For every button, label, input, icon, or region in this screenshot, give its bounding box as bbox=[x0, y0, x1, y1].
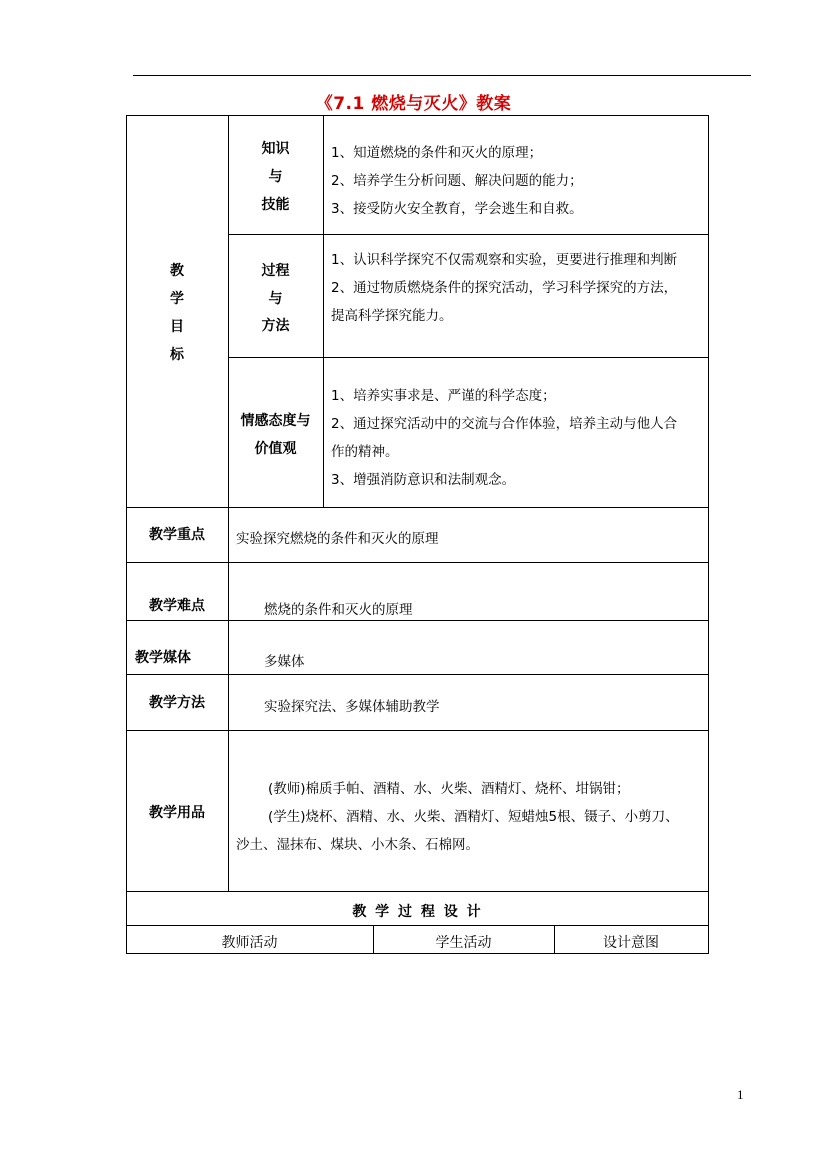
row-sep-design bbox=[126, 891, 709, 892]
table-border-right bbox=[708, 115, 709, 954]
label-column-divider bbox=[228, 115, 229, 891]
emotion-label-line: 价值观 bbox=[254, 441, 297, 457]
objectives-row-sep-1 bbox=[228, 234, 709, 235]
row-sep-columns bbox=[126, 925, 709, 926]
method-value: 实验探究法、多媒体辅助教学 bbox=[264, 699, 440, 715]
page-number: 1 bbox=[737, 1087, 744, 1102]
objectives-label-char: 标 bbox=[170, 347, 184, 363]
emotion-label-line: 情感态度与 bbox=[240, 413, 311, 429]
objectives-row-sep-2 bbox=[228, 357, 709, 358]
media-value: 多媒体 bbox=[264, 654, 305, 670]
knowledge-label-line: 知识 bbox=[261, 141, 290, 157]
row-sep-difficulty bbox=[126, 562, 709, 563]
supplies-label: 教学用品 bbox=[149, 805, 205, 821]
key-point-label: 教学重点 bbox=[149, 527, 205, 543]
process-label-line: 与 bbox=[268, 291, 283, 307]
media-label: 教学媒体 bbox=[135, 650, 191, 666]
objectives-label-char: 目 bbox=[170, 319, 184, 335]
column-header-student: 学生活动 bbox=[435, 935, 492, 951]
emotion-item: 2、通过探究活动中的交流与合作体验，培养主动与他人合 bbox=[331, 416, 678, 432]
process-item: 2、通过物质燃烧条件的探究活动，学习科学探究的方法， bbox=[331, 280, 678, 296]
process-design-heading: 教 学 过 程 设 计 bbox=[352, 904, 483, 920]
emotion-item: 作的精神。 bbox=[331, 444, 399, 460]
process-label-line: 方法 bbox=[261, 318, 290, 334]
row-sep-media bbox=[126, 620, 709, 621]
knowledge-item: 2、培养学生分析问题、解决问题的能力； bbox=[331, 173, 583, 189]
process-label-line: 过程 bbox=[261, 263, 290, 279]
key-point-value: 实验探究燃烧的条件和灭火的原理 bbox=[236, 531, 439, 547]
supplies-line: 沙土、湿抹布、煤块、小木条、石棉网。 bbox=[236, 837, 479, 853]
document-title: 《7.1 燃烧与灭火》教案 bbox=[315, 94, 512, 114]
knowledge-item: 3、接受防火安全教育，学会逃生和自救。 bbox=[331, 201, 583, 217]
method-label: 教学方法 bbox=[149, 695, 205, 711]
knowledge-item: 1、知道燃烧的条件和灭火的原理； bbox=[331, 145, 543, 161]
row-sep-supplies bbox=[126, 730, 709, 731]
emotion-item: 1、培养实事求是、严谨的科学态度； bbox=[331, 388, 556, 404]
objectives-label-char: 学 bbox=[170, 291, 184, 307]
supplies-line: (学生)烧杯、酒精、水、火柴、酒精灯、短蜡烛5根、镊子、小剪刀、 bbox=[268, 809, 679, 825]
row-sep-method bbox=[126, 674, 709, 675]
objectives-label-char: 教 bbox=[170, 263, 184, 279]
header-rule bbox=[133, 75, 751, 76]
column-header-intent: 设计意图 bbox=[603, 935, 659, 951]
row-sep-keypoint bbox=[126, 507, 709, 508]
difficulty-value: 燃烧的条件和灭火的原理 bbox=[264, 602, 413, 618]
knowledge-label-line: 技能 bbox=[261, 197, 290, 213]
process-item: 1、认识科学探究不仅需观察和实验，更要进行推理和判断 bbox=[331, 252, 678, 268]
difficulty-label: 教学难点 bbox=[149, 598, 205, 614]
emotion-item: 3、增强消防意识和法制观念。 bbox=[331, 472, 516, 488]
table-border-top bbox=[126, 115, 709, 116]
sublabel-column-divider bbox=[323, 115, 324, 508]
knowledge-label-line: 与 bbox=[268, 169, 283, 185]
column-header-teacher: 教师活动 bbox=[221, 935, 278, 951]
process-item: 提高科学探究能力。 bbox=[331, 308, 453, 324]
supplies-line: (教师)棉质手帕、酒精、水、火柴、酒精灯、烧杯、坩锅钳； bbox=[268, 781, 630, 797]
table-border-bottom bbox=[126, 953, 709, 954]
